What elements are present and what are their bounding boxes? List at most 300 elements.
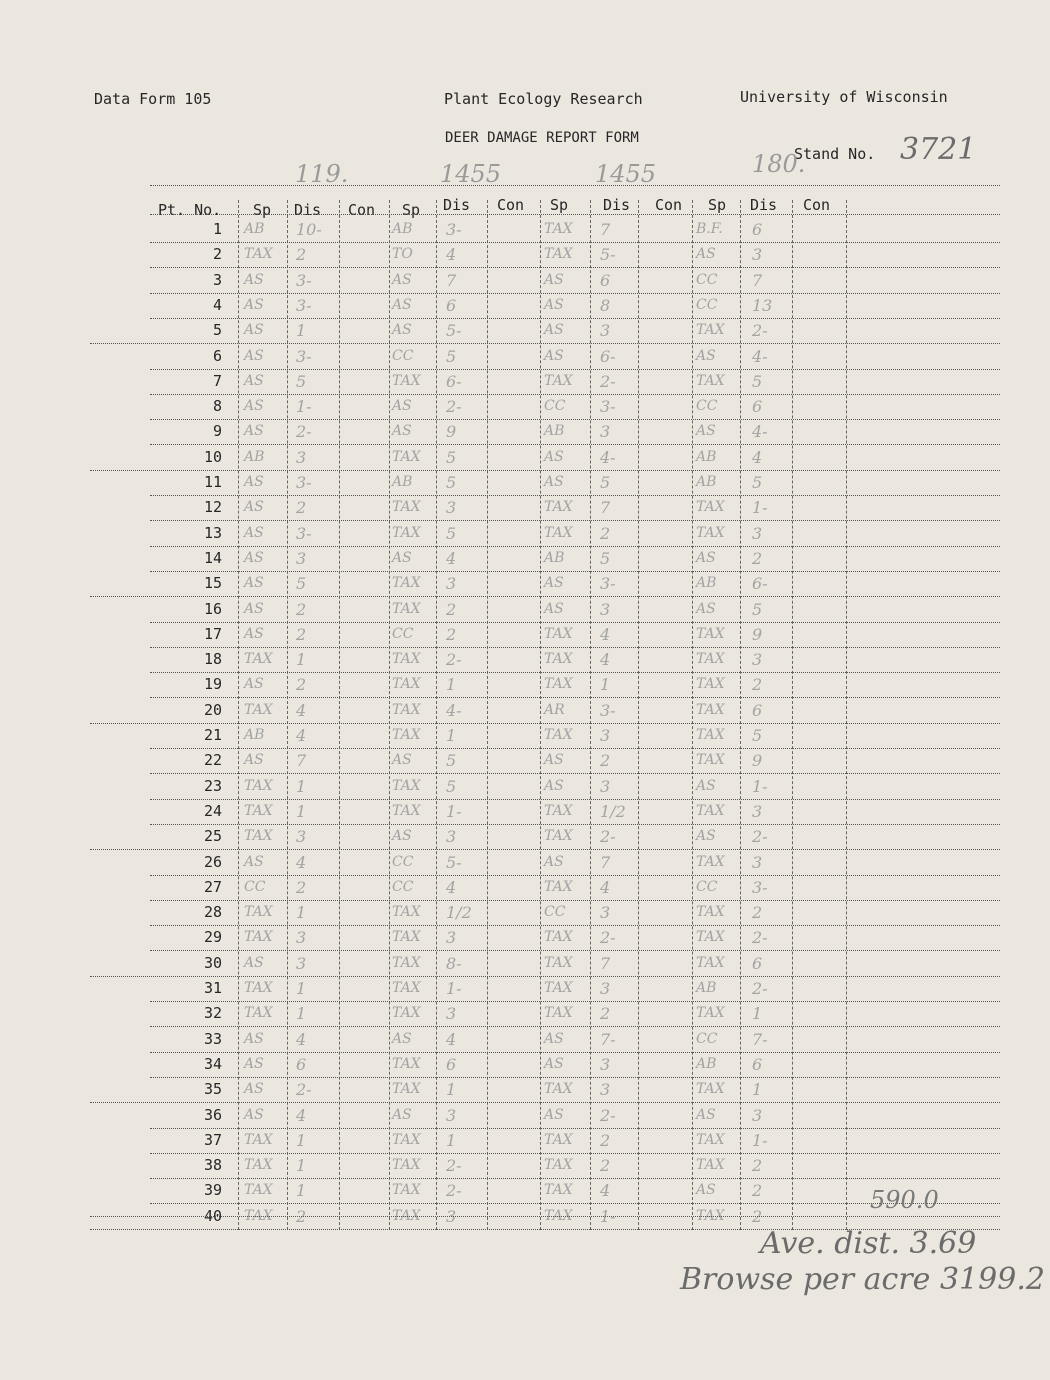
total-sum: 590.0 (870, 1186, 939, 1214)
distance-cell: 1 (296, 801, 307, 821)
row-rule (150, 697, 1000, 698)
distance-cell: 2 (752, 548, 763, 568)
distance-cell: 2 (446, 624, 457, 644)
row-rule (150, 748, 1000, 749)
row-rule (150, 773, 1000, 774)
point-number: 3 (212, 270, 222, 289)
species-cell: AS (696, 777, 716, 794)
distance-cell: 2 (296, 498, 307, 518)
distance-cell: 1 (296, 650, 307, 670)
table-row (0, 903, 1050, 928)
row-rule (150, 267, 1000, 268)
table-row (0, 726, 1050, 751)
species-cell: TAX (544, 1182, 573, 1199)
distance-cell: 4- (752, 346, 768, 366)
point-number: 9 (212, 422, 222, 441)
point-number: 25 (203, 827, 222, 846)
species-cell: AS (244, 853, 264, 870)
distance-cell: 2- (446, 1181, 462, 1201)
species-cell: AS (244, 499, 264, 516)
species-cell: TAX (392, 701, 421, 718)
point-number: 36 (203, 1105, 222, 1124)
species-cell: AS (696, 423, 716, 440)
species-cell: CC (696, 878, 718, 895)
species-cell: B.F. (696, 221, 723, 237)
distance-cell: 3 (752, 523, 763, 543)
row-rule (90, 596, 1000, 597)
table-row (0, 1106, 1050, 1131)
species-cell: TAX (544, 1207, 573, 1224)
species-cell: TAX (696, 802, 725, 819)
species-cell: TAX (544, 499, 573, 516)
table-row (0, 600, 1050, 625)
species-cell: AB (696, 575, 717, 592)
species-cell: TAX (696, 1005, 725, 1022)
species-cell: AS (392, 423, 412, 440)
distance-cell: 3- (296, 523, 312, 543)
species-cell: TAX (696, 1131, 725, 1148)
row-rule (150, 824, 1000, 825)
species-cell: AB (244, 448, 265, 465)
distance-cell: 5 (296, 371, 307, 391)
point-number: 22 (203, 751, 222, 770)
table-row (0, 574, 1050, 599)
point-number: 35 (203, 1080, 222, 1099)
species-cell: AS (544, 1106, 564, 1123)
species-cell: AS (244, 372, 264, 389)
species-cell: CC (696, 296, 718, 313)
distance-cell: 2 (446, 599, 457, 619)
species-cell: AS (244, 1030, 264, 1047)
row-rule (150, 444, 1000, 445)
species-cell: TAX (392, 575, 421, 592)
table-row (0, 625, 1050, 650)
species-cell: TAX (544, 651, 573, 668)
species-cell: AS (244, 524, 264, 541)
species-cell: TAX (544, 676, 573, 693)
distance-cell: 3 (296, 447, 307, 467)
distance-cell: 3 (600, 979, 611, 998)
table-row (0, 1080, 1050, 1105)
distance-cell: 1- (600, 1206, 616, 1226)
row-rule (90, 976, 1000, 977)
species-cell: TAX (392, 372, 421, 389)
g3-sp-header: Sp (550, 196, 569, 214)
distance-cell: 2- (752, 979, 768, 998)
row-rule (150, 242, 1000, 243)
species-cell: TAX (544, 828, 573, 845)
point-number: 24 (203, 801, 222, 820)
g3-con-header: Con (655, 196, 683, 214)
point-number: 1 (212, 220, 222, 238)
distance-cell: 7 (600, 852, 611, 872)
row-rule (90, 723, 1000, 724)
table-row (0, 347, 1050, 372)
point-number: 14 (203, 548, 222, 567)
species-cell: CC (544, 904, 566, 921)
distance-cell: 3 (446, 574, 457, 594)
pt-no-header: Pt. No. (158, 201, 222, 219)
distance-cell: 2 (752, 1206, 763, 1226)
distance-cell: 2 (296, 599, 307, 619)
table-row (0, 827, 1050, 852)
species-cell: AB (696, 448, 717, 465)
g2-dis-header: Dis (443, 196, 471, 214)
average-distance: Ave. dist. 3.69 (760, 1226, 977, 1261)
distance-cell: 6 (752, 953, 763, 973)
table-row (0, 1055, 1050, 1080)
stand-number: 3721 (900, 132, 977, 167)
distance-cell: 2- (600, 827, 616, 847)
table-row (0, 777, 1050, 802)
species-cell: TAX (392, 777, 421, 794)
species-cell: TAX (392, 802, 421, 819)
table-row (0, 296, 1050, 321)
species-cell: AS (392, 296, 412, 313)
species-cell: TAX (392, 954, 421, 971)
species-cell: TAX (696, 676, 725, 693)
distance-cell: 4 (600, 1181, 611, 1201)
table-row (0, 1004, 1050, 1029)
distance-cell: 1/2 (446, 903, 472, 923)
species-cell: TAX (244, 1131, 273, 1148)
distance-cell: 7 (296, 751, 307, 771)
distance-cell: 6 (752, 700, 763, 720)
distance-cell: 7 (600, 953, 611, 973)
distance-cell: 4 (296, 1105, 307, 1125)
row-rule (90, 343, 1000, 344)
species-cell: AR (544, 701, 565, 718)
point-number: 7 (212, 371, 222, 390)
distance-cell: 9 (446, 422, 457, 442)
point-number: 38 (203, 1156, 222, 1175)
distance-cell: 5 (446, 751, 457, 771)
distance-cell: 9 (752, 751, 763, 771)
species-cell: TAX (544, 625, 573, 642)
g3-dis-header: Dis (603, 196, 631, 214)
row-rule (150, 495, 1000, 496)
row-rule (90, 470, 1000, 471)
distance-cell: 3 (446, 1105, 457, 1125)
species-cell: AS (544, 448, 564, 465)
g1-con-header: Con (348, 201, 376, 219)
species-cell: CC (392, 878, 414, 895)
g1-dis-header: Dis (294, 201, 322, 219)
row-rule (150, 950, 1000, 951)
species-cell: TAX (392, 904, 421, 921)
species-cell: AB (696, 1055, 717, 1072)
point-number: 2 (212, 245, 222, 264)
table-row (0, 954, 1050, 979)
species-cell: AS (696, 347, 716, 364)
g4-sp-header: Sp (708, 196, 727, 214)
distance-cell: 3 (296, 928, 307, 948)
species-cell: TAX (392, 1005, 421, 1022)
table-row (0, 321, 1050, 346)
species-cell: CC (696, 1030, 718, 1047)
species-cell: TAX (696, 954, 725, 971)
distance-cell: 2 (752, 675, 763, 695)
species-cell: AS (244, 954, 264, 971)
distance-cell: 6- (600, 346, 616, 366)
distance-cell: 1 (752, 1004, 763, 1024)
table-row (0, 853, 1050, 878)
species-cell: TAX (244, 828, 273, 845)
distance-cell: 4 (446, 548, 457, 568)
distance-cell: 5- (446, 321, 462, 341)
distance-cell: 3 (446, 928, 457, 948)
distance-cell: 1 (296, 1004, 307, 1024)
species-cell: AS (244, 600, 264, 617)
species-cell: TAX (696, 499, 725, 516)
distance-cell: 1- (446, 979, 462, 998)
species-cell: TAX (696, 853, 725, 870)
point-number: 34 (203, 1054, 222, 1073)
species-cell: TAX (544, 1131, 573, 1148)
species-cell: AS (544, 752, 564, 769)
species-cell: TAX (696, 322, 725, 339)
distance-cell: 3 (296, 827, 307, 847)
distance-cell: 3- (600, 574, 616, 594)
species-cell: AB (244, 727, 265, 743)
species-cell: TAX (244, 651, 273, 668)
point-number: 19 (203, 675, 222, 694)
row-rule (90, 849, 1000, 850)
distance-cell: 8- (446, 953, 462, 973)
row-rule (150, 647, 1000, 648)
distance-cell: 5 (752, 473, 763, 492)
species-cell: TAX (544, 980, 573, 996)
distance-cell: 3 (752, 1105, 763, 1125)
row-rule (150, 622, 1000, 623)
species-cell: TAX (392, 1081, 421, 1098)
g2-con-header: Con (497, 196, 525, 214)
species-cell: AS (544, 600, 564, 617)
distance-cell: 2 (296, 877, 307, 897)
distance-cell: 2 (752, 903, 763, 923)
g1-sp-header: Sp (253, 201, 272, 219)
distance-cell: 1 (296, 1181, 307, 1201)
species-cell: CC (244, 878, 266, 895)
species-cell: TAX (392, 1131, 421, 1148)
species-cell: TAX (696, 524, 725, 541)
point-number: 21 (203, 726, 222, 744)
species-cell: AS (244, 575, 264, 592)
species-cell: AS (392, 828, 412, 845)
species-cell: TAX (544, 221, 573, 237)
species-cell: AS (244, 1081, 264, 1098)
form-id: Data Form 105 (94, 90, 212, 108)
species-cell: AS (696, 549, 716, 566)
species-cell: AS (244, 271, 264, 288)
distance-cell: 1 (600, 675, 611, 695)
table-row (0, 1030, 1050, 1055)
distance-cell: 5 (446, 776, 457, 796)
distance-cell: 6 (446, 1054, 457, 1074)
distance-cell: 9 (752, 624, 763, 644)
species-cell: TAX (544, 802, 573, 819)
distance-cell: 7 (446, 270, 457, 290)
point-number: 20 (203, 700, 222, 719)
distance-cell: 4 (600, 650, 611, 670)
species-cell: TAX (544, 524, 573, 541)
distance-cell: 3- (752, 877, 768, 897)
table-row (0, 397, 1050, 422)
table-row (0, 271, 1050, 296)
point-number: 32 (203, 1004, 222, 1023)
table-row (0, 878, 1050, 903)
species-cell: AS (244, 549, 264, 566)
species-cell: TAX (392, 524, 421, 541)
distance-cell: 4 (296, 726, 307, 745)
species-cell: AB (696, 474, 717, 490)
distance-cell: 3 (296, 953, 307, 973)
point-number: 17 (203, 624, 222, 643)
distance-cell: 3 (600, 321, 611, 341)
species-cell: AS (244, 752, 264, 769)
point-number: 12 (203, 498, 222, 517)
row-rule (150, 799, 1000, 800)
distance-cell: 2 (600, 751, 611, 771)
distance-cell: 3 (600, 1054, 611, 1074)
row-rule (150, 520, 1000, 521)
g4-dis-header: Dis (750, 196, 778, 214)
row-rule (150, 1001, 1000, 1002)
species-cell: TAX (696, 727, 725, 743)
species-cell: TAX (244, 1182, 273, 1199)
species-cell: AS (244, 676, 264, 693)
distance-cell: 7 (752, 270, 763, 290)
point-number: 39 (203, 1181, 222, 1200)
distance-cell: 1- (446, 801, 462, 821)
species-cell: TAX (696, 1157, 725, 1174)
species-cell: CC (392, 347, 414, 364)
distance-cell: 6- (752, 574, 768, 594)
species-cell: AS (244, 322, 264, 339)
g4-con-header: Con (803, 196, 831, 214)
distance-cell: 5 (446, 523, 457, 543)
species-cell: AS (544, 575, 564, 592)
table-row (0, 751, 1050, 776)
point-number: 37 (203, 1130, 222, 1149)
species-cell: AS (696, 246, 716, 263)
distance-cell: 2 (296, 245, 307, 265)
row-rule (150, 1178, 1000, 1179)
species-cell: TAX (544, 1157, 573, 1174)
point-number: 6 (212, 346, 222, 365)
point-number: 16 (203, 599, 222, 618)
species-cell: AB (392, 221, 413, 237)
species-cell: TAX (392, 600, 421, 617)
distance-cell: 3 (600, 1080, 611, 1100)
species-cell: CC (392, 625, 414, 642)
stand-label: Stand No. (794, 145, 876, 163)
distance-cell: 7 (600, 220, 611, 239)
point-number: 28 (203, 903, 222, 922)
table-row (0, 220, 1050, 245)
row-rule (150, 571, 1000, 572)
distance-cell: 10- (296, 220, 322, 239)
point-number: 27 (203, 877, 222, 896)
distance-cell: 3- (296, 270, 312, 290)
distance-cell: 1 (296, 1156, 307, 1176)
distance-cell: 1 (296, 321, 307, 341)
distance-cell: 3 (752, 245, 763, 265)
distance-cell: 2- (600, 928, 616, 948)
distance-cell: 2 (752, 1156, 763, 1176)
distance-cell: 1 (446, 726, 457, 745)
handwritten-header-4: 180. (752, 150, 806, 178)
distance-cell: 1- (296, 397, 312, 417)
distance-cell: 1 (446, 1080, 457, 1100)
distance-cell: 2- (752, 827, 768, 847)
distance-cell: 2- (446, 1156, 462, 1176)
species-cell: AS (392, 1030, 412, 1047)
point-number: 13 (203, 523, 222, 542)
university-name: University of Wisconsin (740, 88, 948, 106)
distance-cell: 4 (752, 447, 763, 467)
species-cell: AS (244, 625, 264, 642)
species-cell: TAX (696, 929, 725, 946)
header-dotted-line (150, 185, 1000, 186)
species-cell: AS (696, 600, 716, 617)
distance-cell: 3 (600, 903, 611, 923)
distance-cell: 3- (296, 473, 312, 492)
species-cell: AS (544, 271, 564, 288)
distance-cell: 2- (296, 422, 312, 442)
row-rule (150, 900, 1000, 901)
row-rule (150, 419, 1000, 420)
species-cell: AS (244, 1055, 264, 1072)
handwritten-header-1: 119. (295, 160, 349, 188)
species-cell: TAX (392, 651, 421, 668)
table-row (0, 701, 1050, 726)
distance-cell: 2- (600, 1105, 616, 1125)
species-cell: CC (696, 398, 718, 415)
distance-cell: 2 (296, 1206, 307, 1226)
browse-per-acre: Browse per acre 3199.2 (680, 1262, 1045, 1297)
species-cell: TAX (392, 1182, 421, 1199)
species-cell: TAX (244, 980, 273, 996)
distance-cell: 1 (296, 776, 307, 796)
distance-cell: 5 (446, 473, 457, 492)
distance-cell: 5 (600, 548, 611, 568)
species-cell: AS (392, 398, 412, 415)
species-cell: AS (244, 1106, 264, 1123)
handwritten-header-2: 1455 (440, 160, 502, 188)
row-rule (150, 925, 1000, 926)
distance-cell: 3 (600, 776, 611, 796)
handwritten-header-3: 1455 (595, 160, 657, 188)
species-cell: AB (544, 549, 565, 566)
species-cell: TAX (544, 878, 573, 895)
distance-cell: 5 (446, 447, 457, 467)
species-cell: AS (544, 296, 564, 313)
distance-cell: 1 (752, 1080, 763, 1100)
distance-cell: 3 (600, 599, 611, 619)
species-cell: AS (392, 752, 412, 769)
species-cell: TAX (244, 1207, 273, 1224)
bottom-dotted-line (90, 1216, 1000, 1217)
species-cell: TAX (392, 1157, 421, 1174)
species-cell: AS (544, 347, 564, 364)
species-cell: TAX (244, 802, 273, 819)
distance-cell: 1- (752, 776, 768, 796)
distance-cell: 7- (600, 1029, 616, 1049)
distance-cell: 6 (752, 1054, 763, 1074)
distance-cell: 2- (600, 371, 616, 391)
distance-cell: 3- (600, 700, 616, 720)
